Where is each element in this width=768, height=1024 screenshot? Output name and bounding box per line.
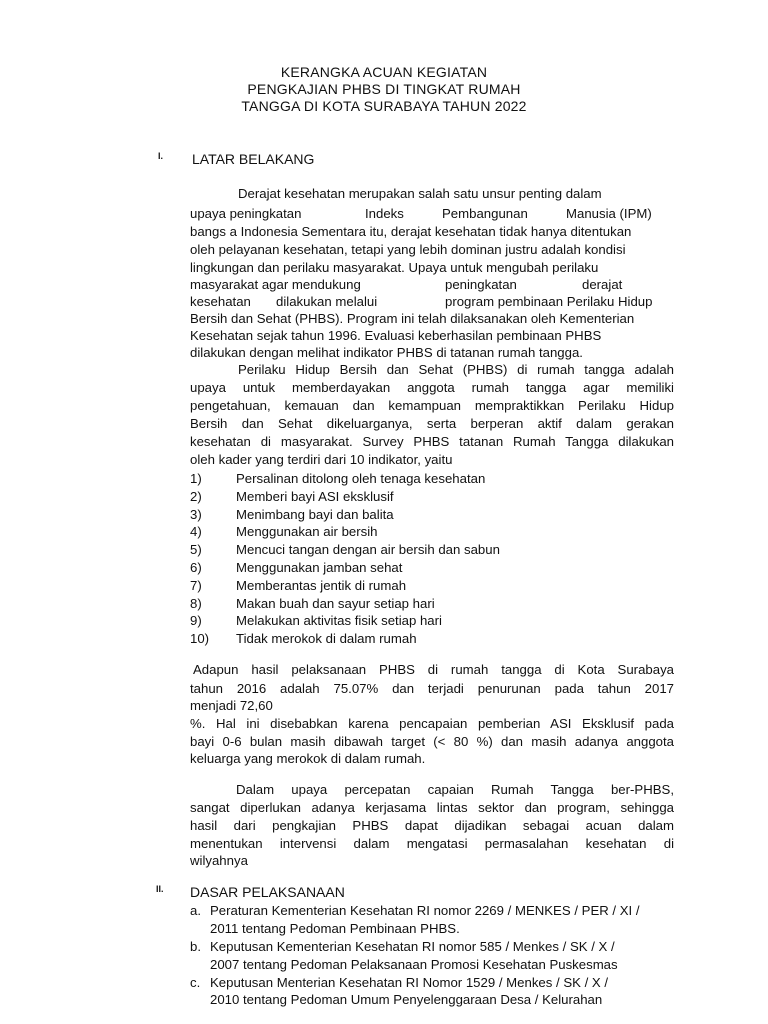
para1-line: Kesehatan sejak tahun 1996. Evaluasi keberhasilan pembinaan PHBS (190, 328, 602, 343)
section-1-title: LATAR BELAKANG (192, 151, 315, 167)
indicator-number: 10) (190, 631, 210, 646)
legal-basis-line: 2010 tentang Pedoman Umum Penyelenggaraan Desa / Kelurahan (210, 992, 603, 1007)
indicator-number: 1) (190, 471, 202, 486)
indicator-number: 6) (190, 560, 202, 575)
section-2-title: DASAR PELAKSANAAN (190, 884, 345, 900)
legal-basis-letter: c. (190, 975, 201, 990)
para1-line: program pembinaan Perilaku Hidup (445, 294, 653, 309)
doc-title-line-3: TANGGA DI KOTA SURABAYA TAHUN 2022 (241, 98, 527, 114)
para2-line: Perilaku Hidup Bersih dan Sehat (PHBS) di rumah tangga adalah (238, 362, 674, 377)
para1-line: Derajat kesehatan merupakan salah satu unsur penting dalam (238, 186, 602, 201)
para1-line: derajat (582, 277, 623, 292)
legal-basis-line: 2011 tentang Pedoman Pembinaan PHBS. (210, 921, 460, 936)
indicator-text: Menggunakan jamban sehat (236, 560, 403, 575)
legal-basis-line: Keputusan Menterian Kesehatan RI Nomor 1529 / Menkes / SK / X / (210, 975, 609, 990)
para3-line: %. Hal ini disebabkan karena pencapaian pemberian ASI Eksklusif pada (190, 716, 674, 731)
para4-line: hasil dari pengkajian PHBS dapat dijadikan sebagai acuan dalam (190, 818, 674, 833)
legal-basis-letter: a. (190, 903, 201, 918)
indicator-number: 3) (190, 507, 202, 522)
para4-line: Dalam upaya percepatan capaian Rumah Tangga ber-PHBS, (236, 782, 674, 797)
para2-line: pengetahuan, kemauan dan kemampuan mempraktikkan Perilaku Hidup (190, 398, 674, 413)
indicator-text: Menggunakan air bersih (236, 524, 378, 539)
indicator-text: Memberi bayi ASI eksklusif (236, 489, 394, 504)
legal-basis-line: Peraturan Kementerian Kesehatan RI nomor 2269 / MENKES / PER / XI / (210, 903, 640, 918)
para1-line: dilakukan melalui (276, 294, 378, 309)
section-2-number: II. (156, 884, 164, 894)
para3-line: keluarga yang merokok di dalam rumah. (190, 751, 426, 766)
para1-line: dilakukan dengan melihat indikator PHBS di tatanan rumah tangga. (190, 345, 583, 360)
legal-basis-line: 2007 tentang Pedoman Pelaksanaan Promosi Kesehatan Puskesmas (210, 957, 618, 972)
para2-line: Bersih dan Sehat dikeluarganya, serta berperan aktif dalam gerakan (190, 416, 674, 431)
indicator-text: Menimbang bayi dan balita (236, 507, 394, 522)
legal-basis-line: Keputusan Kementerian Kesehatan RI nomor 585 / Menkes / SK / X / (210, 939, 615, 954)
indicator-text: Mencuci tangan dengan air bersih dan sabun (236, 542, 500, 557)
indicator-number: 4) (190, 524, 202, 539)
section-1-number: I. (158, 151, 164, 161)
indicator-number: 5) (190, 542, 202, 557)
doc-title-line-1: KERANGKA ACUAN KEGIATAN (280, 64, 488, 80)
indicator-number: 2) (190, 489, 202, 504)
indicator-text: Persalinan ditolong oleh tenaga kesehatan (236, 471, 486, 486)
para4-line: sangat diperlukan adanya kerjasama lintas sektor dan program, sehingga (190, 800, 674, 815)
para1-line: Manusia (IPM) (566, 206, 652, 221)
indicator-number: 9) (190, 613, 202, 628)
para1-line: oleh pelayanan kesehatan, tetapi yang lebih dominan justru adalah kondisi (190, 242, 626, 257)
indicator-number: 8) (190, 596, 202, 611)
para1-line: bangs a Indonesia Sementara itu, derajat kesehatan tidak hanya ditentukan (190, 224, 632, 239)
para1-line: peningkatan (445, 277, 517, 292)
para2-line: upaya untuk memberdayakan anggota rumah tangga agar memiliki (190, 380, 674, 395)
para2-line: kesehatan di masyarakat. Survey PHBS tatanan Rumah Tangga dilakukan (190, 434, 674, 449)
para1-line: lingkungan dan perilaku masyarakat. Upaya untuk mengubah perilaku (190, 260, 599, 275)
para3-line: tahun 2016 adalah 75.07% dan terjadi penurunan pada tahun 2017 (190, 681, 674, 696)
indicator-text: Melakukan aktivitas fisik setiap hari (236, 613, 442, 628)
indicator-text: Memberantas jentik di rumah (236, 578, 407, 593)
para1-line: Indeks (365, 206, 404, 221)
para1-line: Bersih dan Sehat (PHBS). Program ini telah dilaksanakan oleh Kementerian (190, 311, 635, 326)
indicator-text: Tidak merokok di dalam rumah (236, 631, 417, 646)
para3-line: menjadi 72,60 (190, 698, 273, 713)
para1-line: masyarakat agar mendukung (190, 277, 361, 292)
para4-line: menentukan intervensi dalam mengatasi permasalahan kesehatan di (190, 836, 674, 851)
para4-line: wilyahnya (190, 853, 248, 868)
para3-line: Adapun hasil pelaksanaan PHBS di rumah tangga di Kota Surabaya (193, 662, 674, 677)
para1-line: kesehatan (190, 294, 251, 309)
para1-line: upaya peningkatan (190, 206, 302, 221)
indicator-text: Makan buah dan sayur setiap hari (236, 596, 435, 611)
legal-basis-letter: b. (190, 939, 201, 954)
para2-line: oleh kader yang terdiri dari 10 indikator, yaitu (190, 452, 453, 467)
doc-title-line-2: PENGKAJIAN PHBS DI TINGKAT RUMAH (247, 81, 521, 97)
para1-line: Pembangunan (442, 206, 528, 221)
indicator-number: 7) (190, 578, 202, 593)
para3-line: bayi 0-6 bulan masih dibawah target (< 80 %) dan masih adanya anggota (190, 734, 674, 749)
